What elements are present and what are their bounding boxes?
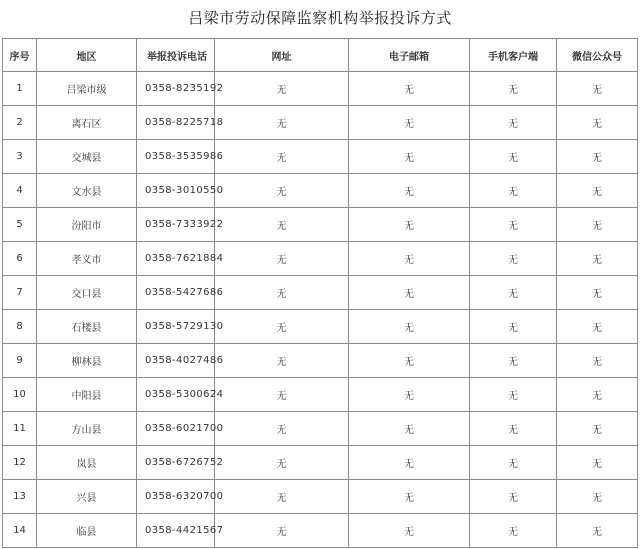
cell-website: 无 (215, 480, 349, 514)
cell-mobile-app: 无 (470, 412, 557, 446)
cell-phone: 0358-5427686 (137, 276, 215, 310)
table-row (3, 412, 638, 446)
table-row (3, 174, 638, 208)
table-row (3, 72, 638, 106)
cell-wechat: 无 (557, 242, 638, 276)
cell-region: 交口县 (37, 276, 137, 310)
cell-serial: 12 (3, 446, 37, 480)
cell-website: 无 (215, 72, 349, 106)
cell-phone: 0358-6320700 (137, 480, 215, 514)
cell-serial: 3 (3, 140, 37, 174)
cell-email: 无 (349, 378, 470, 412)
table-row (3, 208, 638, 242)
cell-phone: 0358-7333922 (137, 208, 215, 242)
cell-serial: 6 (3, 242, 37, 276)
table-row (3, 378, 638, 412)
cell-serial: 14 (3, 514, 37, 548)
cell-wechat: 无 (557, 378, 638, 412)
cell-mobile-app: 无 (470, 242, 557, 276)
cell-mobile-app: 无 (470, 480, 557, 514)
table-row (3, 344, 638, 378)
cell-wechat: 无 (557, 106, 638, 140)
cell-region: 柳林县 (37, 344, 137, 378)
cell-website: 无 (215, 106, 349, 140)
cell-wechat: 无 (557, 72, 638, 106)
cell-serial: 9 (3, 344, 37, 378)
table-row (3, 106, 638, 140)
cell-region: 孝义市 (37, 242, 137, 276)
cell-region: 吕梁市级 (37, 72, 137, 106)
table-row (3, 514, 638, 548)
table-row (3, 276, 638, 310)
header-phone: 举报投诉电话 (137, 39, 215, 72)
header-mobile-app: 手机客户端 (470, 39, 557, 72)
cell-region: 中阳县 (37, 378, 137, 412)
cell-serial: 13 (3, 480, 37, 514)
cell-region: 方山县 (37, 412, 137, 446)
cell-serial: 11 (3, 412, 37, 446)
cell-mobile-app: 无 (470, 446, 557, 480)
cell-phone: 0358-8235192 (137, 72, 215, 106)
header-email: 电子邮箱 (349, 39, 470, 72)
cell-email: 无 (349, 174, 470, 208)
cell-wechat: 无 (557, 344, 638, 378)
header-wechat: 微信公众号 (557, 39, 638, 72)
cell-serial: 4 (3, 174, 37, 208)
cell-email: 无 (349, 208, 470, 242)
cell-website: 无 (215, 412, 349, 446)
contact-table (2, 38, 638, 548)
cell-website: 无 (215, 276, 349, 310)
cell-phone: 0358-6021700 (137, 412, 215, 446)
cell-mobile-app: 无 (470, 72, 557, 106)
cell-region: 兴县 (37, 480, 137, 514)
header-serial: 序号 (3, 39, 37, 72)
cell-wechat: 无 (557, 174, 638, 208)
cell-email: 无 (349, 72, 470, 106)
cell-mobile-app: 无 (470, 514, 557, 548)
cell-website: 无 (215, 208, 349, 242)
cell-phone: 0358-4421567 (137, 514, 215, 548)
cell-wechat: 无 (557, 412, 638, 446)
cell-email: 无 (349, 514, 470, 548)
cell-mobile-app: 无 (470, 310, 557, 344)
cell-wechat: 无 (557, 276, 638, 310)
table-row (3, 140, 638, 174)
cell-email: 无 (349, 480, 470, 514)
cell-region: 汾阳市 (37, 208, 137, 242)
cell-phone: 0358-5729130 (137, 310, 215, 344)
cell-mobile-app: 无 (470, 208, 557, 242)
cell-wechat: 无 (557, 480, 638, 514)
cell-region: 交城县 (37, 140, 137, 174)
cell-website: 无 (215, 378, 349, 412)
cell-mobile-app: 无 (470, 140, 557, 174)
cell-phone: 0358-5300624 (137, 378, 215, 412)
cell-website: 无 (215, 310, 349, 344)
table-body (3, 72, 638, 548)
cell-region: 石楼县 (37, 310, 137, 344)
cell-email: 无 (349, 140, 470, 174)
cell-email: 无 (349, 344, 470, 378)
cell-email: 无 (349, 276, 470, 310)
cell-serial: 7 (3, 276, 37, 310)
cell-phone: 0358-3010550 (137, 174, 215, 208)
header-region: 地区 (37, 39, 137, 72)
cell-email: 无 (349, 310, 470, 344)
cell-region: 临县 (37, 514, 137, 548)
cell-email: 无 (349, 446, 470, 480)
cell-phone: 0358-4027486 (137, 344, 215, 378)
cell-website: 无 (215, 344, 349, 378)
cell-email: 无 (349, 412, 470, 446)
cell-email: 无 (349, 106, 470, 140)
cell-region: 离石区 (37, 106, 137, 140)
cell-website: 无 (215, 174, 349, 208)
cell-mobile-app: 无 (470, 344, 557, 378)
cell-wechat: 无 (557, 446, 638, 480)
cell-mobile-app: 无 (470, 106, 557, 140)
cell-website: 无 (215, 242, 349, 276)
header-website: 网址 (215, 39, 349, 72)
page-title: 吕梁市劳动保障监察机构举报投诉方式 (188, 9, 452, 27)
cell-phone: 0358-3535986 (137, 140, 215, 174)
cell-wechat: 无 (557, 208, 638, 242)
cell-mobile-app: 无 (470, 378, 557, 412)
table-row (3, 480, 638, 514)
cell-serial: 5 (3, 208, 37, 242)
table-row (3, 446, 638, 480)
cell-serial: 1 (3, 72, 37, 106)
cell-wechat: 无 (557, 514, 638, 548)
table-row (3, 242, 638, 276)
cell-serial: 2 (3, 106, 37, 140)
cell-website: 无 (215, 140, 349, 174)
cell-serial: 8 (3, 310, 37, 344)
cell-wechat: 无 (557, 140, 638, 174)
cell-serial: 10 (3, 378, 37, 412)
cell-region: 文水县 (37, 174, 137, 208)
cell-website: 无 (215, 446, 349, 480)
cell-mobile-app: 无 (470, 276, 557, 310)
cell-phone: 0358-8225718 (137, 106, 215, 140)
cell-email: 无 (349, 242, 470, 276)
cell-region: 岚县 (37, 446, 137, 480)
cell-phone: 0358-6726752 (137, 446, 215, 480)
cell-wechat: 无 (557, 310, 638, 344)
cell-phone: 0358-7621884 (137, 242, 215, 276)
cell-website: 无 (215, 514, 349, 548)
table-row (3, 310, 638, 344)
cell-mobile-app: 无 (470, 174, 557, 208)
table-header-row (3, 39, 638, 72)
